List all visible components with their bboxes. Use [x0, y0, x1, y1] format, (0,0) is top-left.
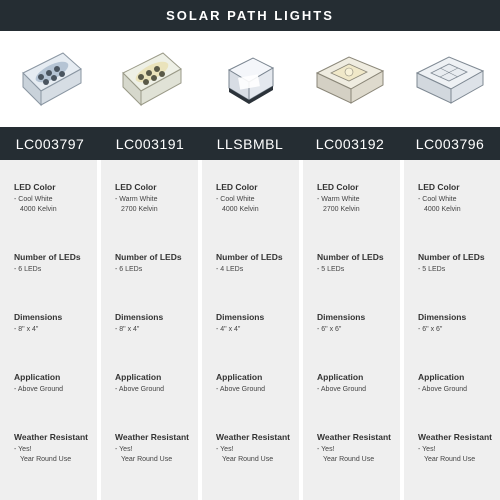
- spec-value-detail: 2700 Kelvin: [121, 206, 158, 213]
- product-image-llsbmbl: [200, 31, 300, 127]
- spec-value: - Warm White: [115, 196, 158, 203]
- spec-label: Application: [115, 372, 162, 382]
- spec-led-color: [216, 182, 295, 215]
- product-column-llsbmbl: [202, 160, 299, 500]
- spec-value: - Yes!: [14, 446, 32, 453]
- spec-number-of-leds: [115, 252, 194, 275]
- product-column-lc003797: [0, 160, 97, 500]
- product-image-lc003192: [300, 31, 400, 127]
- spec-value: - Cool White: [216, 196, 255, 203]
- spec-value: - Above Ground: [115, 386, 165, 393]
- spec-value: - Yes!: [418, 446, 436, 453]
- spec-number-of-leds: [14, 252, 93, 275]
- spec-dimensions: [14, 312, 93, 335]
- product-image-lc003191: [100, 31, 200, 127]
- spec-label: LED Color: [115, 182, 157, 192]
- spec-led-color: [115, 182, 194, 215]
- spec-value: - 8" x 4": [115, 326, 140, 333]
- sku-bar: [0, 127, 500, 160]
- cube-glass-brick-light-icon: [215, 44, 285, 114]
- spec-value: - Warm White: [317, 196, 360, 203]
- spec-value-detail: Year Round Use: [20, 456, 72, 463]
- spec-value: - Cool White: [14, 196, 53, 203]
- spec-label: Application: [317, 372, 364, 382]
- spec-label: Dimensions: [115, 312, 164, 322]
- spec-label: Weather Resistant: [216, 432, 291, 442]
- spec-label: Number of LEDs: [418, 252, 485, 262]
- spec-weather-resistant: [14, 432, 93, 465]
- title-bar: [0, 0, 500, 31]
- spec-application: [317, 372, 396, 395]
- spec-led-color: [418, 182, 496, 215]
- spec-weather-resistant: [317, 432, 396, 465]
- spec-label: Dimensions: [14, 312, 63, 322]
- spec-weather-resistant: [115, 432, 194, 465]
- spec-value: - Above Ground: [418, 386, 468, 393]
- sku-label: LC003797: [15, 135, 85, 152]
- product-column-lc003191: [101, 160, 198, 500]
- spec-value: - Yes!: [115, 446, 133, 453]
- sku-label: LC003796: [415, 135, 485, 152]
- spec-application: [216, 372, 295, 395]
- spec-value: - 5 LEDs: [317, 266, 345, 273]
- spec-label: Weather Resistant: [418, 432, 493, 442]
- spec-value: - Yes!: [216, 446, 234, 453]
- spec-value-detail: Year Round Use: [222, 456, 274, 463]
- spec-value-detail: 4000 Kelvin: [20, 206, 57, 213]
- spec-label: LED Color: [14, 182, 56, 192]
- spec-label: Number of LEDs: [115, 252, 182, 262]
- square-glass-brick-light-icon: [305, 39, 395, 119]
- product-column-lc003796: [404, 160, 500, 500]
- spec-led-color: [317, 182, 396, 215]
- spec-dimensions: [418, 312, 496, 335]
- spec-value: - 8" x 4": [14, 326, 39, 333]
- spec-label: Weather Resistant: [317, 432, 392, 442]
- rectangular-glass-brick-light-icon: [105, 39, 195, 119]
- spec-label: Weather Resistant: [14, 432, 89, 442]
- sku-label: LC003191: [115, 135, 185, 152]
- rectangular-glass-brick-light-icon: [5, 39, 95, 119]
- spec-label: Dimensions: [317, 312, 366, 322]
- square-glass-brick-light-icon: [405, 39, 495, 119]
- spec-number-of-leds: [216, 252, 295, 275]
- spec-label: LED Color: [317, 182, 359, 192]
- spec-columns: [0, 160, 500, 500]
- spec-value: - 6 LEDs: [14, 266, 42, 273]
- spec-label: Number of LEDs: [14, 252, 81, 262]
- sku-label: LC003192: [315, 135, 385, 152]
- spec-value: - Yes!: [317, 446, 335, 453]
- spec-led-color: [14, 182, 93, 215]
- product-image-lc003796: [400, 31, 500, 127]
- spec-value-detail: 2700 Kelvin: [323, 206, 360, 213]
- spec-label: LED Color: [216, 182, 258, 192]
- product-image-strip: [0, 31, 500, 127]
- spec-value: - 6" x 6": [317, 326, 342, 333]
- spec-label: Application: [418, 372, 465, 382]
- spec-dimensions: [115, 312, 194, 335]
- page-title: SOLAR PATH LIGHTS: [166, 8, 334, 23]
- spec-value: - Above Ground: [216, 386, 266, 393]
- spec-dimensions: [216, 312, 295, 335]
- spec-number-of-leds: [418, 252, 496, 275]
- spec-application: [115, 372, 194, 395]
- spec-application: [418, 372, 496, 395]
- spec-label: Weather Resistant: [115, 432, 190, 442]
- spec-value: - Above Ground: [14, 386, 64, 393]
- spec-value: - Above Ground: [317, 386, 367, 393]
- spec-value: - 6 LEDs: [115, 266, 143, 273]
- product-image-lc003797: [0, 31, 100, 127]
- spec-label: Number of LEDs: [216, 252, 283, 262]
- spec-label: Dimensions: [418, 312, 467, 322]
- spec-value-detail: 4000 Kelvin: [222, 206, 259, 213]
- spec-number-of-leds: [317, 252, 396, 275]
- spec-label: Application: [14, 372, 61, 382]
- spec-value-detail: Year Round Use: [121, 456, 173, 463]
- spec-value: - Cool White: [418, 196, 457, 203]
- spec-value-detail: Year Round Use: [424, 456, 476, 463]
- spec-label: Number of LEDs: [317, 252, 384, 262]
- spec-weather-resistant: [216, 432, 295, 465]
- spec-value-detail: 4000 Kelvin: [424, 206, 461, 213]
- spec-value: - 4" x 4": [216, 326, 241, 333]
- spec-label: Dimensions: [216, 312, 265, 322]
- spec-dimensions: [317, 312, 396, 335]
- product-column-lc003192: [303, 160, 400, 500]
- spec-value-detail: Year Round Use: [323, 456, 375, 463]
- spec-weather-resistant: [418, 432, 496, 465]
- spec-label: LED Color: [418, 182, 460, 192]
- sku-label: LLSBMBL: [216, 135, 284, 152]
- spec-value: - 5 LEDs: [418, 266, 446, 273]
- spec-application: [14, 372, 93, 395]
- spec-value: - 6" x 6": [418, 326, 443, 333]
- spec-value: - 4 LEDs: [216, 266, 244, 273]
- spec-label: Application: [216, 372, 263, 382]
